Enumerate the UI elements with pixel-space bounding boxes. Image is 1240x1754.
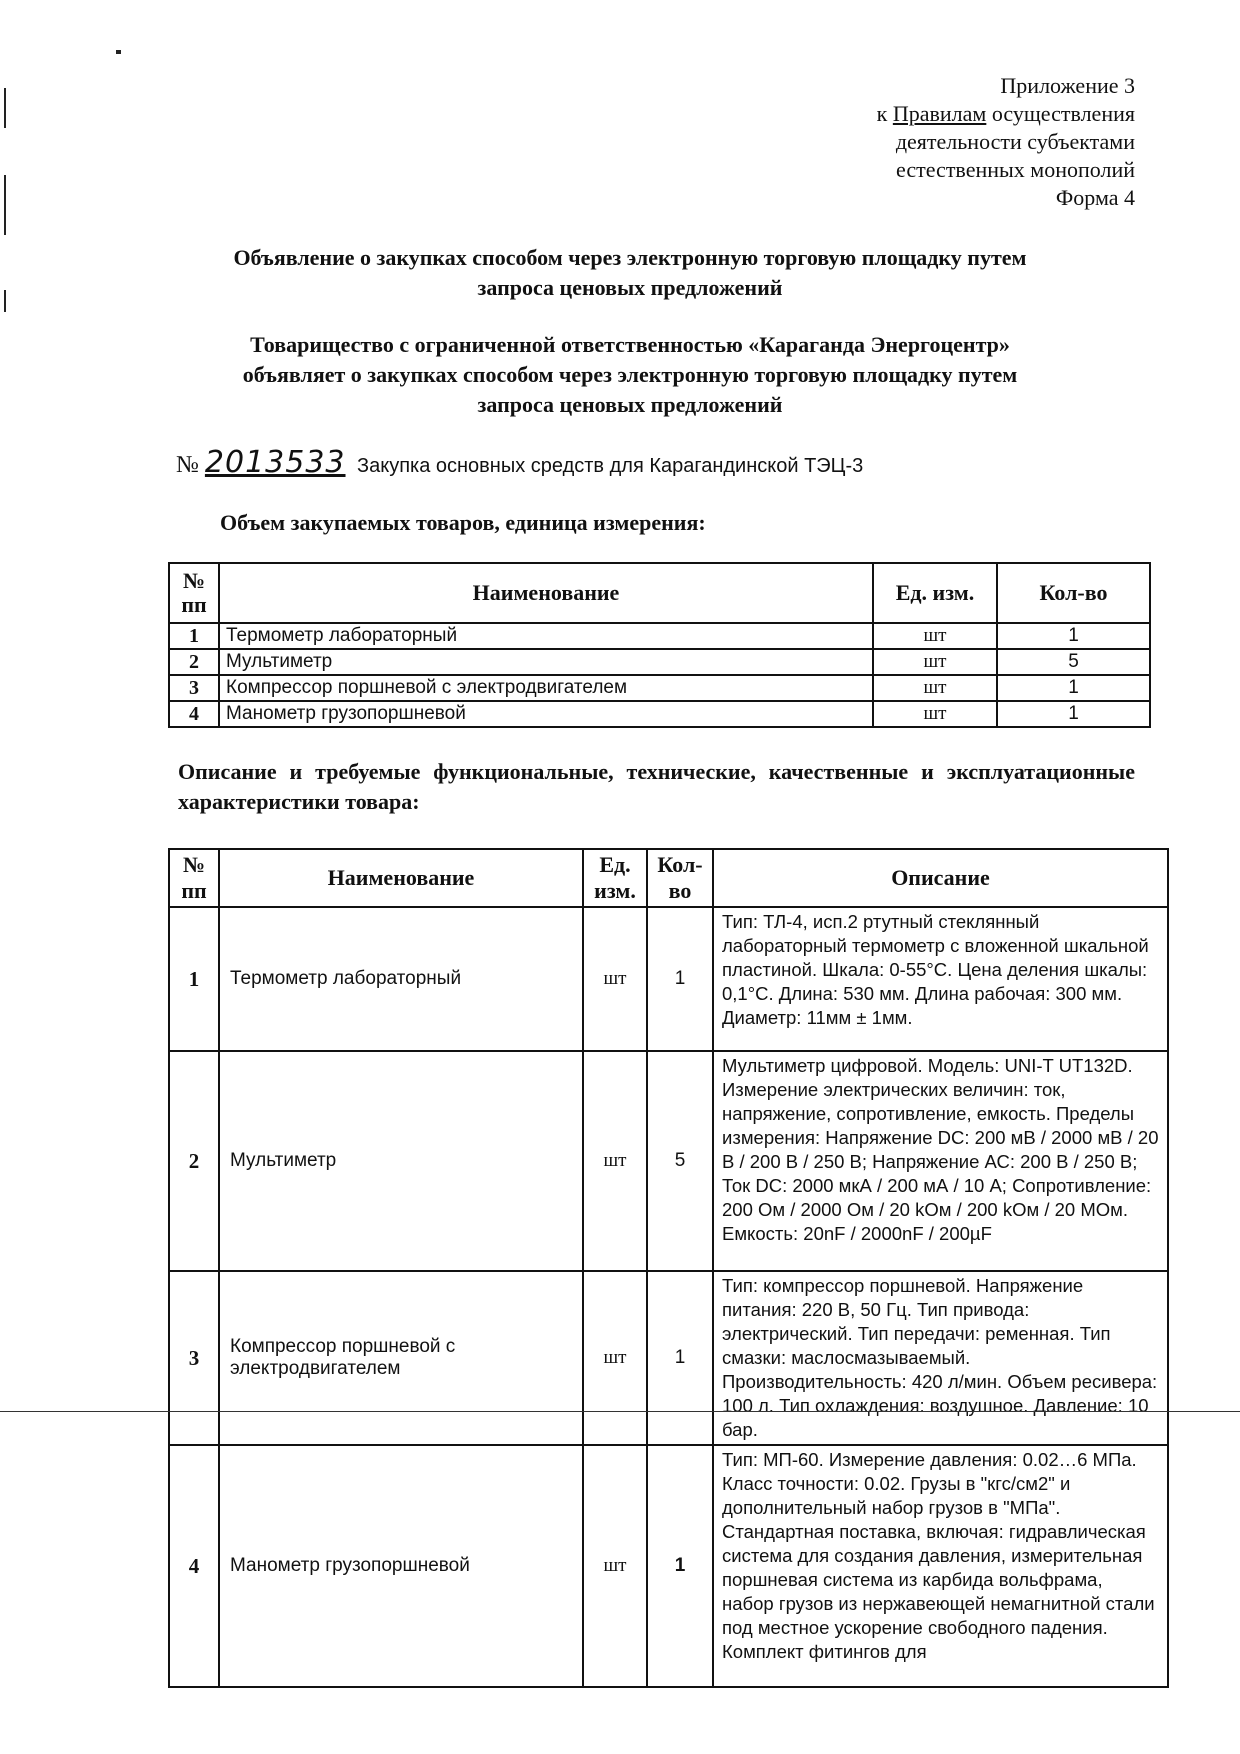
header-name: Наименование — [219, 849, 583, 907]
header-description: Описание — [713, 849, 1168, 907]
procurement-description: Закупка основных средств для Карагандинской ТЭЦ-3 — [357, 455, 864, 477]
scan-artifact — [116, 50, 121, 54]
number-sign: № — [176, 452, 199, 478]
appendix-line: естественных монополий — [896, 157, 1135, 182]
form-number: Форма 4 — [1055, 185, 1135, 210]
cell-name: Мультиметр — [219, 649, 873, 675]
cell-description: Мультиметр цифровой. Модель: UNI-T UT132D. Измерение электрических величин: ток, напряжение, сопротивление, емкость. Пределы измерения: Напряжение DC: 200 мВ / 2000 мВ / 20 В / 200 В / 250 В; Напряжение АС: 200 В / 250 В; Ток DC: 2000 мкА / 200 мА / 10 А; Сопротивление: 200 Ом / 2000 Ом / 20 kОм / 200 kОм / 20 MОм. Емкость: 20nF / 2000nF / 200µF — [713, 1051, 1168, 1271]
table-row — [169, 907, 1168, 1051]
cell-num: 1 — [169, 907, 219, 1051]
scan-artifact — [4, 175, 6, 235]
table-row — [169, 1445, 1168, 1687]
cell-num: 2 — [169, 1051, 219, 1271]
rules-reference: Правилам — [892, 101, 987, 126]
header-qty: Кол-во — [647, 849, 713, 907]
appendix-block — [877, 72, 1135, 212]
cell-qty: 1 — [647, 1445, 713, 1687]
table-header-row — [169, 849, 1168, 907]
title-line: Объявление о закупках способом через электронную торговую площадку путем — [233, 245, 1027, 270]
title-line: объявляет о закупках способом через электронную торговую площадку путем — [242, 362, 1018, 387]
cell-unit: шт — [873, 701, 997, 727]
cell-unit: шт — [583, 1445, 647, 1687]
cell-description: Тип: МП-60. Измерение давления: 0.02…6 МПа. Класс точности: 0.02. Грузы в "кгс/см2" и дополнительный набор грузов в "МПа". Стандартная поставка, включая: гидравлическая система для создания давления, измерительная поршневая система из карбида вольфрама, набор грузов из нержавеющей немагнитной стали под местное ускорение свободного падения. Комплект фитингов для — [713, 1445, 1168, 1687]
appendix-line — [877, 100, 1135, 128]
title-line: Товарищество с ограниченной ответственностью «Караганда Энергоцентр» — [250, 332, 1010, 357]
table-row — [169, 1051, 1168, 1271]
cell-unit: шт — [873, 649, 997, 675]
table-row — [169, 649, 1150, 675]
title-line: запроса ценовых предложений — [477, 275, 783, 300]
table-row — [169, 623, 1150, 649]
cell-unit: шт — [583, 907, 647, 1051]
header-name: Наименование — [219, 563, 873, 623]
header-unit: Ед. изм. — [873, 563, 997, 623]
cell-name: Манометр грузопоршневой — [219, 701, 873, 727]
appendix-text: к — [876, 101, 893, 126]
cell-qty: 5 — [647, 1051, 713, 1271]
scan-artifact — [4, 290, 6, 312]
cell-description: Тип: ТЛ-4, исп.2 ртутный стеклянный лабораторный термометр с вложенной шкальной пластиной. Шкала: 0-55°С. Цена деления шкалы: 0,1°С. Длина: 530 мм. Длина рабочая: 300 мм. Диаметр: 11мм ± 1мм. — [713, 907, 1168, 1051]
header-num: № пп — [169, 563, 219, 623]
cell-unit: шт — [873, 623, 997, 649]
cell-num: 3 — [169, 675, 219, 701]
cell-num: 2 — [169, 649, 219, 675]
cell-num: 1 — [169, 623, 219, 649]
table-header-row — [169, 563, 1150, 623]
cell-num: 4 — [169, 1445, 219, 1687]
cell-qty: 1 — [997, 701, 1150, 727]
cell-name: Компрессор поршневой с электродвигателем — [219, 675, 873, 701]
cell-qty: 1 — [997, 623, 1150, 649]
cell-name: Компрессор поршневой с электродвигателем — [219, 1271, 583, 1445]
table-row — [169, 701, 1150, 727]
title-line: запроса ценовых предложений — [477, 392, 783, 417]
table-row — [169, 675, 1150, 701]
cell-unit: шт — [583, 1271, 647, 1445]
procurement-number: 2013533 — [204, 445, 346, 480]
table-row — [169, 1271, 1168, 1445]
cell-name: Термометр лабораторный — [219, 907, 583, 1051]
cell-num: 4 — [169, 701, 219, 727]
cell-unit: шт — [873, 675, 997, 701]
scan-artifact — [4, 88, 6, 128]
organizer-title — [150, 330, 1110, 420]
procurement-number-line — [176, 445, 863, 480]
announcement-title — [150, 243, 1110, 303]
header-unit: Ед. изм. — [583, 849, 647, 907]
cell-name: Манометр грузопоршневой — [219, 1445, 583, 1687]
volume-heading: Объем закупаемых товаров, единица измерения: — [220, 510, 706, 535]
cell-qty: 1 — [647, 1271, 713, 1445]
cell-description: Тип: компрессор поршневой. Напряжение питания: 220 В, 50 Гц. Тип привода: электрический. Тип передачи: ременная. Тип смазки: маслосмазываемый. Производительность: 420 л/мин. Объем ресивера: 100 л. Тип охлаждения: воздушное. Давление: 10 бар. — [713, 1271, 1168, 1445]
cell-name: Термометр лабораторный — [219, 623, 873, 649]
appendix-text: осуществления — [986, 101, 1135, 126]
header-num: № пп — [169, 849, 219, 907]
cell-name: Мультиметр — [219, 1051, 583, 1271]
cell-qty: 1 — [647, 907, 713, 1051]
cell-num: 3 — [169, 1271, 219, 1445]
appendix-line: деятельности субъектами — [895, 129, 1135, 154]
specification-table — [168, 848, 1169, 1688]
cell-qty: 5 — [997, 649, 1150, 675]
appendix-line: Приложение 3 — [1000, 73, 1135, 98]
cell-qty: 1 — [997, 675, 1150, 701]
header-qty: Кол-во — [997, 563, 1150, 623]
description-heading: Описание и требуемые функциональные, технические, качественные и эксплуатационные характеристики товара: — [178, 759, 1135, 814]
cell-unit: шт — [583, 1051, 647, 1271]
volume-table — [168, 562, 1151, 728]
scan-fold-line — [0, 1411, 1240, 1412]
